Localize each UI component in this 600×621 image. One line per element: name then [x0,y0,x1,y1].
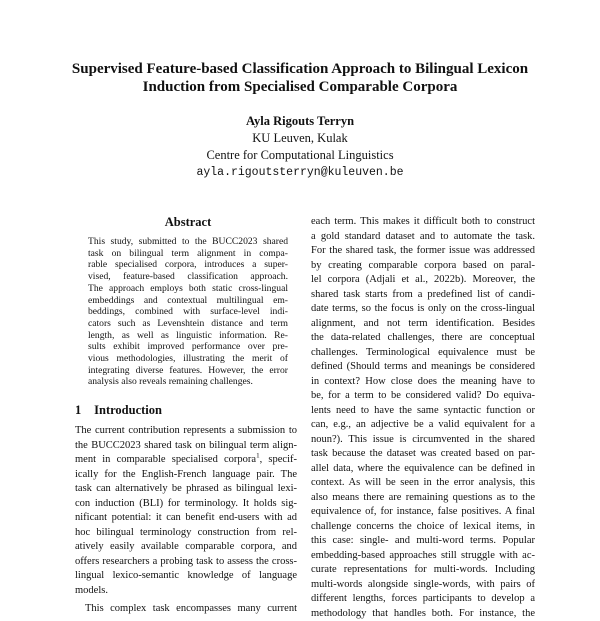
body-line: different lengths, forces participants to develop a [311,592,535,607]
intro-line: the BUCC2023 shared task on bilingual term align- [75,439,297,454]
abstract-line: sults exhibit improved performance over pre- [88,341,288,353]
body-line: embedding-based approaches still struggle with ac- [311,549,535,564]
abstract-line: The approach employs both static cross-lingual [88,283,288,295]
intro-line: nificant potential: it can benefit end-users with ad [75,511,297,526]
paper-title [40,60,560,96]
intro-line: atively easily available comparable corpora, and [75,540,297,555]
abstract-line: length, as well as linguistic information. Re- [88,330,288,342]
body-line: lents need to have the same syntactic function or [311,404,535,419]
intro-line: The current contribution represents a submission to [75,424,297,439]
abstract-line: This study, submitted to the BUCC2023 shared [88,236,288,248]
body-line: methodology that handles both. For instance, the [311,607,535,621]
author-affiliation: KU Leuven, Kulak [100,130,500,147]
abstract-line: task on bilingual term alignment in compa- [88,248,288,260]
abstract-line: vious methodologies, illustrating the merit of [88,353,288,365]
body-line: the data-related challenges, there are conceptual [311,331,535,346]
body-line: alignment, and not term identification. Besides [311,317,535,332]
section-number: 1 [75,403,91,418]
footnote-mark[interactable]: 1 [256,453,260,460]
author-email: ayla.rigoutsterryn@kuleuven.be [100,164,500,181]
intro-line: ically for the English-French language pair. The [75,468,297,483]
body-line: this case: single- and multi-word terms. Popular [311,534,535,549]
intro-line-with-footnote [75,453,297,468]
title-line: Supervised Feature-based Classification Approach to Bilingual Lexicon [40,60,560,78]
body-line: For the shared task, the former issue was addressed [311,244,535,259]
abstract-line: embeddings and contextual multilingual em- [88,295,288,307]
body-line: lel corpora (Adjali et al., 2022b). Moreover, the [311,273,535,288]
body-line: challenge concerns the choice of lexical items, in [311,520,535,535]
body-line: noun?). This issue is circumvented in the shared [311,433,535,448]
author-block [100,113,500,181]
body-line: allel data, where the equivalence can be defined in [311,462,535,477]
intro-line: offers researchers a probing task to assess the cross- [75,555,297,570]
body-line: can, e.g., an adjective be a valid equivalent for a [311,418,535,433]
body-line: equivalence of, for instance, false positives. A final [311,505,535,520]
intro-line: This complex task encompasses many current [75,602,297,617]
right-column [311,215,535,621]
intro-text: , specif- [260,454,297,465]
intro-line: models. [75,584,297,599]
abstract-body [88,236,288,388]
introduction-body [75,424,297,617]
abstract-line: analysis also reveals remaining challenges. [88,376,288,388]
body-line: multi-words alongside single-words, with pairs of [311,578,535,593]
intro-line: hoc bilingual terminology construction from rel- [75,526,297,541]
body-line: task because the dataset was created based on par- [311,447,535,462]
title-line: Induction from Specialised Comparable Corpora [40,78,560,96]
abstract-line: integrating diverse features. However, the error [88,365,288,377]
body-line: shared task starts from a predefined list of candi- [311,288,535,303]
body-line: also means there are remaining questions as to the [311,491,535,506]
intro-line: task can alternatively be phrased as bilingual lexi- [75,482,297,497]
body-line: by creating comparable corpora based on paral- [311,259,535,274]
body-line: be, for a term to be considered valid? Do equiva- [311,389,535,404]
section-title: Introduction [94,403,162,417]
body-line: curate representations for multi-words. Including [311,563,535,578]
abstract-line: rable specialised corpora, introduces a super- [88,259,288,271]
intro-line: lingual lexico-semantic knowledge of language [75,569,297,584]
author-department: Centre for Computational Linguistics [100,147,500,164]
abstract-line: vised, feature-based classification approach. [88,271,288,283]
abstract-line: cators such as Levenshtein distance and term [88,318,288,330]
body-line: defined (Should terms and meanings be considered [311,360,535,375]
body-line: each term. This makes it difficult both to construct [311,215,535,230]
abstract-line: beddings, combined with surface-level indi- [88,306,288,318]
body-line: date terms, so the focus is only on the cross-lingual [311,302,535,317]
body-line: challenges. Terminological equivalence must be [311,346,535,361]
abstract-heading: Abstract [88,215,288,230]
body-line: context. As will be seen in the error analysis, this [311,476,535,491]
author-name: Ayla Rigouts Terryn [100,113,500,130]
intro-text: ment in comparable specialised corpora [75,454,256,465]
body-line: in context? How close does the meaning have to [311,375,535,390]
section-heading [75,403,162,418]
body-line: a gold standard dataset and to automate the task. [311,230,535,245]
intro-line: con induction (BLI) for terminology. It holds sig- [75,497,297,512]
